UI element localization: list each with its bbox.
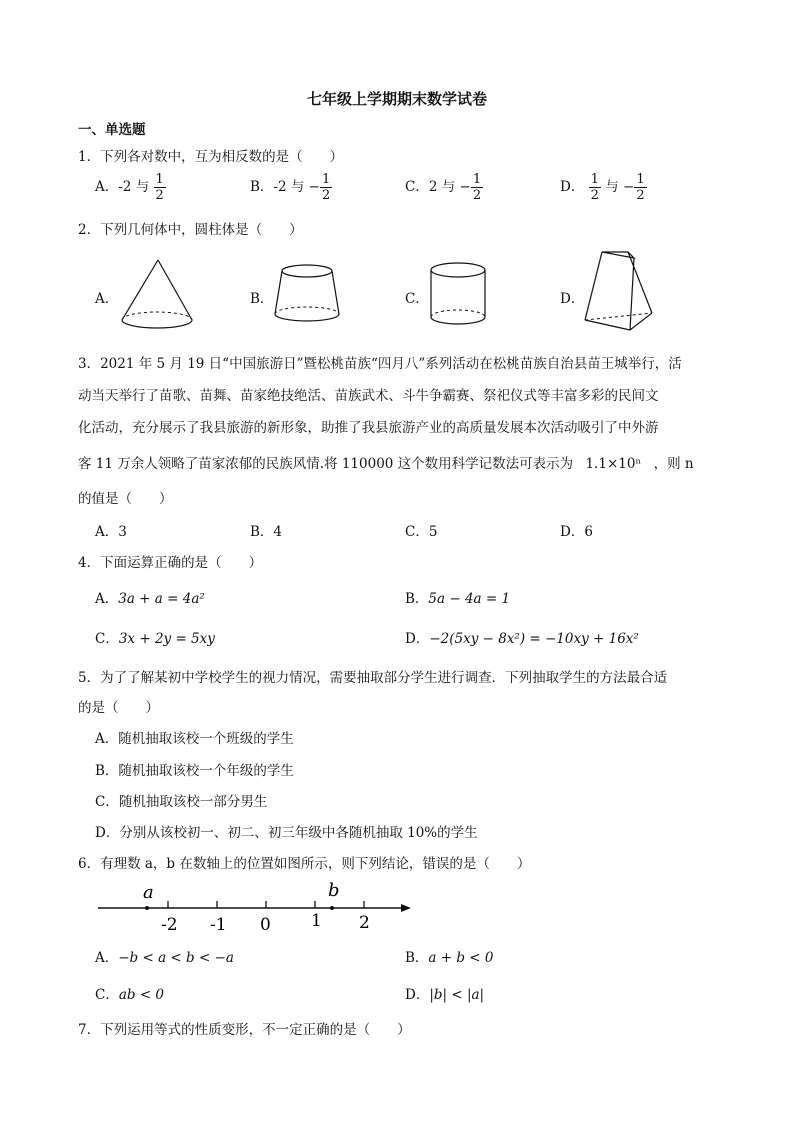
point-b: [330, 906, 334, 910]
prism-icon[interactable]: [582, 248, 657, 338]
q6-option-b[interactable]: B．a + b < 0: [405, 950, 494, 966]
tick-label-neg2: -2: [161, 915, 178, 935]
arrow-icon: [401, 904, 411, 912]
q3-line-2: 动当天举行了苗歌、苗舞、苗家绝技绝活、苗族武术、斗牛争霸赛、祭祀仪式等丰富多彩的民间文: [78, 388, 659, 404]
tick-label-neg1: -1: [210, 915, 227, 935]
q4-option-c[interactable]: C．3x + 2y = 5xy: [95, 631, 215, 647]
q4-option-b[interactable]: B．5a − 4a = 1: [405, 591, 511, 607]
q5-option-a[interactable]: A．随机抽取该校一个班级的学生: [95, 731, 294, 747]
q3-line-3: 化活动，充分展示了我县旅游的新形象，助推了我县旅游产业的高质量发展本次活动吸引了中外游: [78, 420, 659, 436]
cylinder-icon[interactable]: [428, 260, 490, 330]
question-4-stem: 4．下面运算正确的是（ ）: [78, 555, 263, 571]
question-6-stem: 6．有理数 a，b 在数轴上的位置如图所示，则下列结论，错误的是（ ）: [78, 856, 531, 872]
q6-option-d[interactable]: D．|b| < |a|: [405, 987, 485, 1003]
point-a: [145, 906, 149, 910]
q3-line-1: 3．2021 年 5 月 19 日“中国旅游日”暨松桃苗族“四月八”系列活动在松桃苗族自治县苗王城举行，活: [78, 356, 682, 372]
question-2-stem: 2．下列几何体中，圆柱体是（ ）: [78, 222, 303, 238]
tick-label-0: 0: [260, 915, 271, 935]
q3-option-b[interactable]: B．4: [250, 524, 283, 540]
q1-option-a[interactable]: A．-2 与 $\frac{1}{2}$: [95, 172, 164, 203]
q2-option-b-label[interactable]: B．: [250, 291, 274, 307]
q5-option-d[interactable]: D．分别从该校初一、初二、初三年级中各随机抽取 10%的学生: [95, 825, 478, 841]
q3-line-5: 的值是（ ）: [78, 491, 173, 507]
question-1-stem: 1．下列各对数中，互为相反数的是（ ）: [78, 149, 344, 165]
q5-line-1: 5．为了了解某初中学校学生的视力情况，需要抽取部分学生进行调查．下列抽取学生的方法最合适: [78, 670, 668, 686]
q6-option-a[interactable]: A．−b < a < b < −a: [95, 950, 234, 966]
number-line: [95, 876, 420, 938]
frustum-icon[interactable]: [272, 262, 342, 328]
page-title: 七年级上学期期末数学试卷: [306, 90, 487, 108]
q3-option-a[interactable]: A．3: [95, 524, 127, 540]
q5-line-2: 的是（ ）: [78, 700, 159, 716]
section-title: 一、单选题: [78, 122, 146, 138]
q3-option-c[interactable]: C．5: [405, 524, 438, 540]
tick-label-2: 2: [359, 913, 370, 933]
q1-option-d[interactable]: D． $\frac{1}{2}$ 与 − $\frac{1}{2}$: [560, 172, 645, 203]
point-a-label: a: [143, 882, 154, 903]
tick-label-1: 1: [311, 911, 322, 931]
q4-option-d[interactable]: D．−2(5xy − 8x²) = −10xy + 16x²: [405, 631, 639, 647]
q2-option-c-label[interactable]: C．: [405, 291, 429, 307]
point-b-label: b: [328, 880, 340, 901]
q3-option-d[interactable]: D．6: [560, 524, 593, 540]
q6-option-c[interactable]: C．ab < 0: [95, 987, 165, 1003]
q1-option-b[interactable]: B．-2 与 − $\frac{1}{2}$: [250, 172, 331, 203]
q1-option-c[interactable]: C．2 与 − $\frac{1}{2}$: [405, 172, 482, 203]
q4-option-a[interactable]: A．3a + a = 4a²: [95, 591, 205, 607]
q5-option-b[interactable]: B．随机抽取该校一个年级的学生: [95, 763, 294, 779]
cone-icon[interactable]: [118, 255, 198, 335]
question-7-stem: 7．下列运用等式的性质变形，不一定正确的是（ ）: [78, 1022, 411, 1038]
q3-line-4: 客 11 万余人领略了苗家浓郁的民族风情.将 110000 这个数用科学记数法可表示为 1.1×10ⁿ ，则 n: [78, 456, 694, 472]
q2-option-a-label[interactable]: A．: [95, 291, 119, 307]
q2-option-d-label[interactable]: D．: [560, 291, 585, 307]
q5-option-c[interactable]: C．随机抽取该校一部分男生: [95, 794, 268, 810]
